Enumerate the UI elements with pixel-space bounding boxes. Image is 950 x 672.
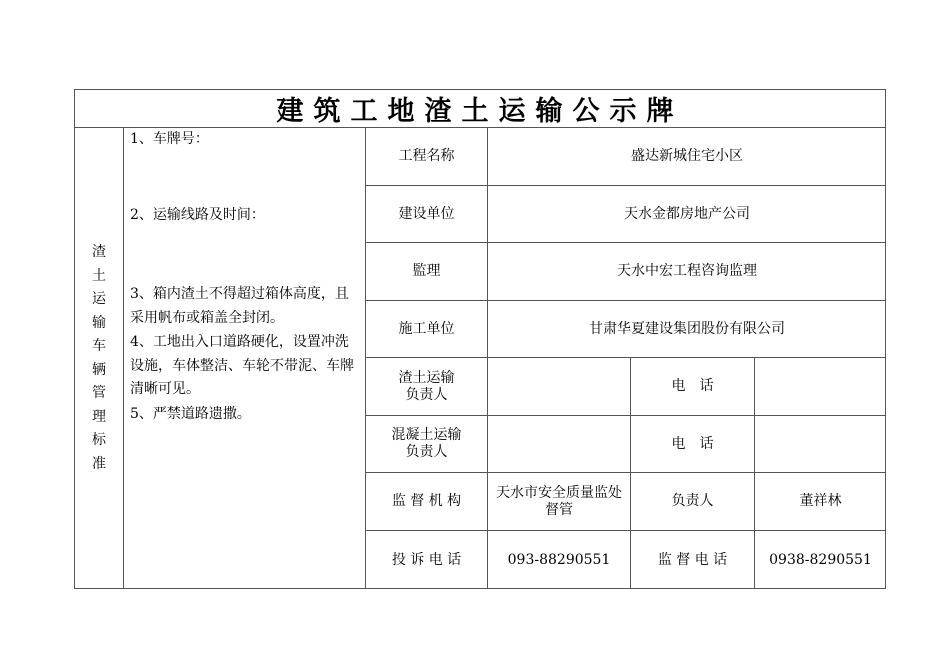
builder-value: 天水金都房地产公司 — [488, 186, 886, 243]
side-char: 车 — [92, 338, 106, 354]
side-char: 管 — [92, 385, 106, 401]
supervisor-label: 監理 — [366, 243, 488, 301]
rules-list — [124, 128, 366, 589]
rule-site-exit: 4、工地出入口道路硬化，设置冲洗设施，车体整洁、车轮不带泥、车牌清晰可见。 — [130, 334, 354, 397]
project-name-value: 盛达新城住宅小区 — [488, 128, 886, 186]
rule-route-time: 2、运输线路及时间： — [130, 207, 265, 223]
agency-label: 监 督 机 构 — [366, 473, 488, 531]
complaint-phone-label: 投 诉 电 话 — [366, 531, 488, 589]
muck-phone-label: 电 话 — [631, 358, 755, 416]
side-char: 运 — [92, 291, 106, 307]
supervisor-value: 天水中宏工程咨询监理 — [488, 243, 886, 301]
side-char: 辆 — [92, 361, 106, 378]
info-table — [366, 128, 886, 589]
supervise-phone-value: 0938-8290551 — [769, 551, 872, 568]
concrete-phone-value — [755, 416, 886, 473]
rule-no-spill: 5、严禁道路遗撒。 — [130, 406, 251, 422]
concrete-phone-label: 电 话 — [631, 416, 755, 473]
side-label — [75, 128, 124, 589]
board-title: 建筑工地渣土运输公示牌 — [75, 90, 885, 128]
muck-transport-value — [488, 358, 631, 416]
side-char: 标 — [92, 432, 106, 448]
agency-head-label: 负责人 — [631, 473, 755, 531]
side-char: 渣 — [92, 244, 106, 260]
rule-plate-number: 1、车牌号： — [130, 131, 209, 147]
project-name-label: 工程名称 — [366, 128, 488, 186]
agency-head-value: 董祥林 — [755, 473, 886, 531]
concrete-transport-label: 混凝土运输负责人 — [366, 416, 488, 473]
contractor-value: 甘肃华夏建设集团股份有限公司 — [488, 301, 886, 358]
side-char: 理 — [92, 408, 106, 425]
notice-board — [74, 89, 886, 589]
muck-phone-value — [755, 358, 886, 416]
side-char: 准 — [92, 455, 106, 472]
agency-value: 天水市安全质量监处督管 — [488, 473, 631, 531]
muck-transport-label: 渣土运输负责人 — [366, 358, 488, 416]
contractor-label: 施工单位 — [366, 301, 488, 358]
concrete-transport-value — [488, 416, 631, 473]
supervise-phone-label: 监 督 电 话 — [631, 531, 755, 589]
builder-label: 建设单位 — [366, 186, 488, 243]
side-char: 输 — [92, 314, 106, 331]
complaint-phone-value: 093-88290551 — [488, 531, 631, 589]
side-char: 土 — [92, 267, 106, 284]
rule-load-height: 3、箱内渣土不得超过箱体高度，且采用帆布或箱盖全封闭。 — [130, 286, 349, 326]
